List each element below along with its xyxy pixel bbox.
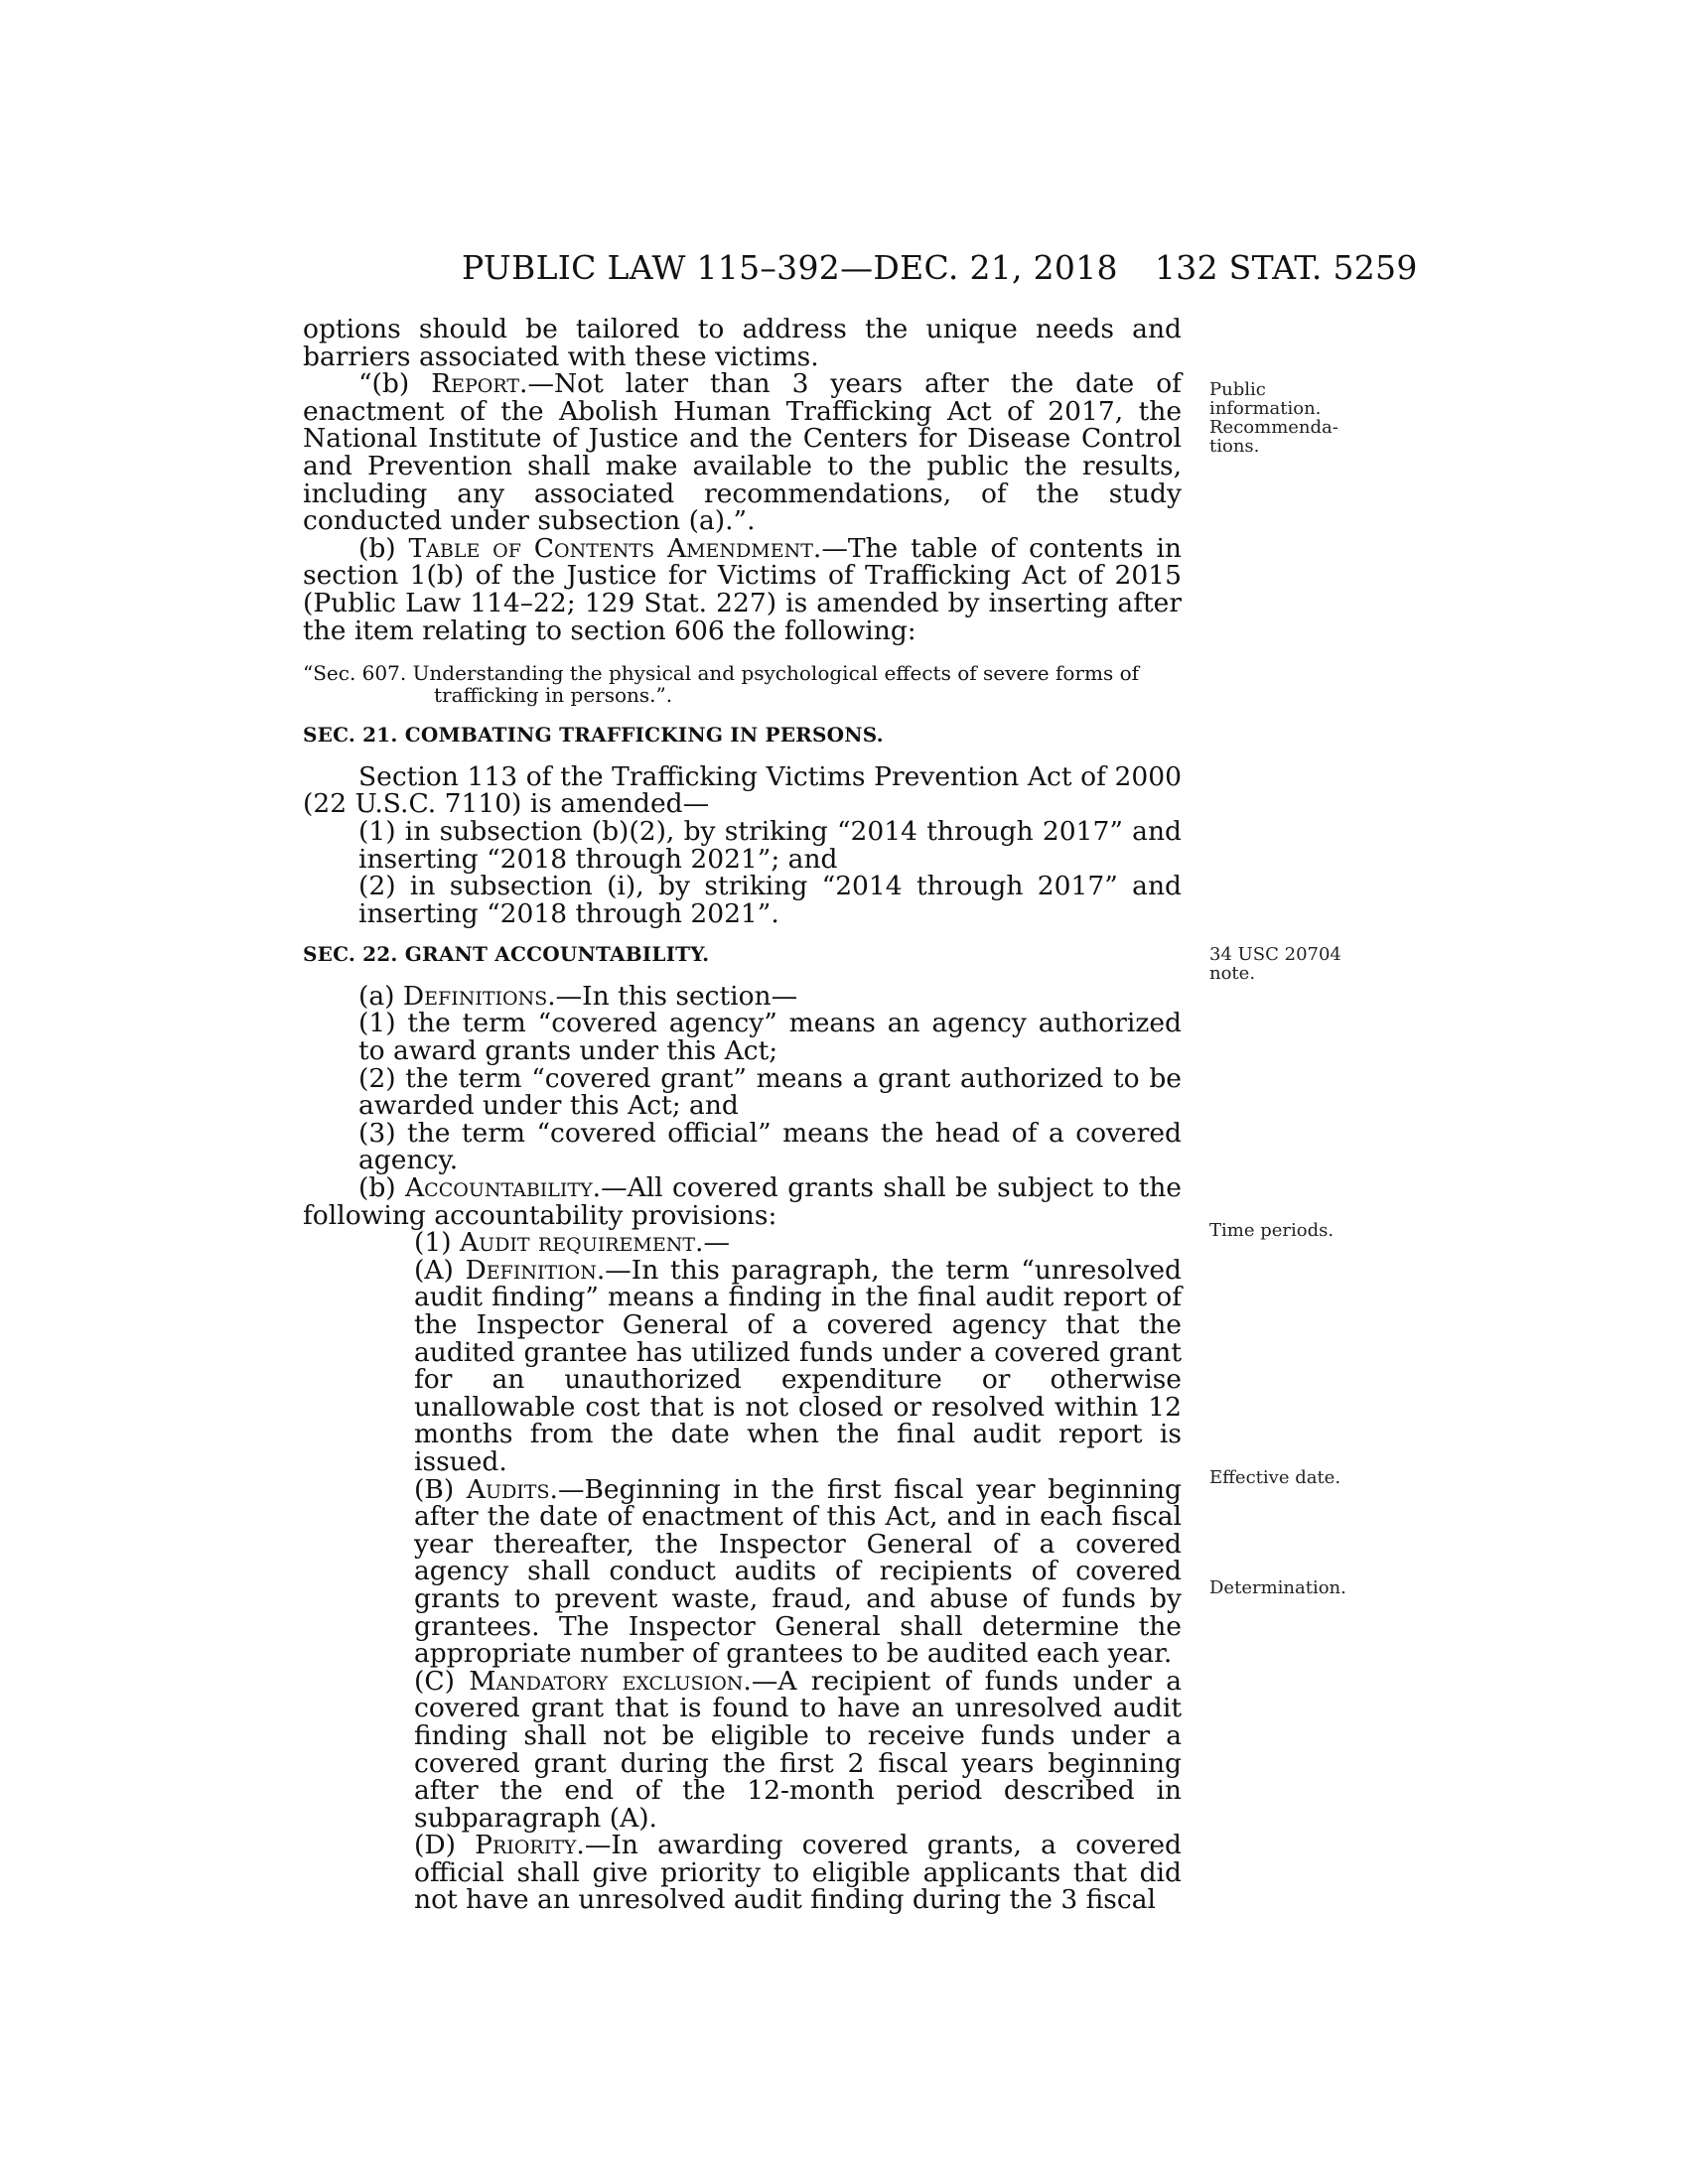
- paragraph-definition-2: (2) the term “covered grant” means a grant authorized to be awarded under this Act; and: [358, 1062, 1182, 1122]
- margin-note-public-information: Public information. Recommenda-tions.: [1209, 379, 1338, 457]
- heading-definition: Definition.: [465, 1254, 606, 1286]
- paragraph-options: options should be tailored to address the unique needs and barriers associated with these victims.: [303, 314, 1182, 372]
- paragraph-subpara-C: (C) Mandatory exclusion.—A recipient of funds under a covered grant that is found to have an unresolved audit finding shall not be eligible to receive funds under a covered grant during the first 2 fiscal years beginning after the end of the 12-month period described in subparagraph (A).: [414, 1665, 1183, 1834]
- running-header-page-number: 132 STAT. 5259: [1155, 248, 1418, 287]
- section-heading-22: SEC. 22. GRANT ACCOUNTABILITY.: [303, 942, 710, 967]
- paragraph-definition-1: (1) the term “covered agency” means an agency authorized to award grants under this Act;: [358, 1008, 1182, 1067]
- heading-definitions: Definitions.: [402, 980, 556, 1012]
- document-body: [303, 316, 1182, 1914]
- paragraph-subpara-B: (B) Audits.—Beginning in the first fiscal year beginning after the date of enactment of this Act, and in each fiscal year thereafter, the Inspector General of a covered agency shall conduct audits of recipients of covered grants to prevent waste, fraud, and abuse of funds by grantees. The Inspector General shall determine the appropriate number of grantees to be audited each year.: [414, 1473, 1183, 1670]
- paragraph-sec21-item-2: (2) in subsection (i), by striking “2014 through 2017” and inserting “2018 through 2021”.: [358, 871, 1182, 929]
- paragraph-sec21-intro: Section 113 of the Trafficking Victims Prevention Act of 2000 (22 U.S.C. 7110) is amended—: [303, 760, 1182, 820]
- heading-toc-amendment: Table of Contents Amendment.: [408, 532, 822, 564]
- margin-note-time-periods: Time periods.: [1209, 1220, 1335, 1241]
- paragraph-definition-3: (3) the term “covered official” means the head of a covered agency.: [358, 1117, 1182, 1176]
- paragraph-report: “(b) Report.—Not later than 3 years after the date of enactment of the Abolish Human Trafficking Act of 2017, the National Institute of Justice and the Centers for Disease Control and Prevention shall make available to the public the results, including any associated recommendations, of the study conducted under subsection (a).”.: [303, 368, 1182, 537]
- paragraph-accountability: (b) Accountability.—All covered grants shall be subject to the following accountability provisions:: [303, 1172, 1182, 1231]
- margin-note-determination: Determination.: [1209, 1577, 1346, 1598]
- toc-item-sec-607: “Sec. 607. Understanding the physical and psychological effects of severe forms of trafficking in persons.”.: [303, 661, 1140, 708]
- paragraph-definitions: (a) Definitions.—In this section—: [358, 980, 798, 1012]
- section-heading-21: SEC. 21. COMBATING TRAFFICKING IN PERSONS.: [303, 723, 884, 748]
- heading-accountability: Accountability.: [405, 1172, 602, 1204]
- margin-note-usc-citation: 34 USC 20704 note.: [1209, 944, 1341, 984]
- paragraph-audit-requirement: (1) Audit requirement.—: [414, 1227, 730, 1259]
- paragraph-subpara-D: (D) Priority.—In awarding covered grants, a covered official shall give priority to eligible applicants that did not have an unresolved audit finding during the 3 fiscal: [414, 1830, 1182, 1916]
- heading-audits: Audits.: [466, 1473, 558, 1505]
- heading-mandatory-exclusion: Mandatory exclusion.: [469, 1665, 752, 1697]
- margin-note-effective-date: Effective date.: [1209, 1467, 1341, 1488]
- heading-priority: Priority.: [475, 1830, 585, 1861]
- heading-report: Report.: [431, 368, 528, 400]
- paragraph-subpara-A: (A) Definition.—In this paragraph, the term “unresolved audit finding” means a finding in the final audit report of the Inspector General of a covered agency that the audited grantee has utilized funds under a covered grant for an unauthorized expenditure or otherwise unallowable cost that is not closed or resolved within 12 months from the date when the final audit report is issued.: [414, 1254, 1182, 1477]
- paragraph-sec21-item-1: (1) in subsection (b)(2), by striking “2014 through 2017” and inserting “2018 through 2021”; and: [358, 815, 1182, 875]
- heading-audit-requirement: Audit requirement.: [459, 1227, 704, 1259]
- paragraph-toc-amendment: (b) Table of Contents Amendment.—The table of contents in section 1(b) of the Justice for Victims of Trafficking Act of 2015 (Public Law 114–22; 129 Stat. 227) is amended by inserting after the item relating to section 606 the following:: [303, 532, 1182, 646]
- running-header-title: PUBLIC LAW 115–392—DEC. 21, 2018: [462, 248, 1118, 287]
